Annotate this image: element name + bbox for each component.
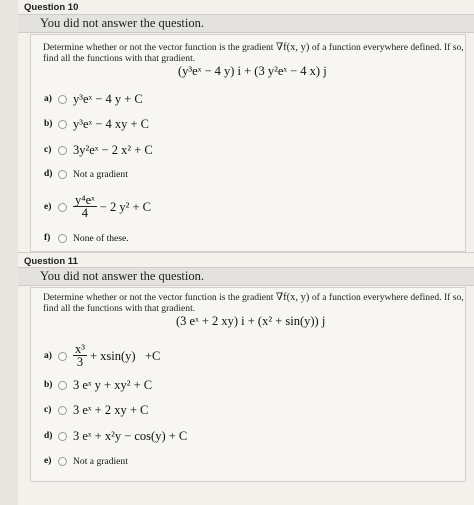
radio-button[interactable] <box>58 120 67 129</box>
question-11-header: Question 11 <box>24 256 78 267</box>
q11-option-a[interactable] <box>44 340 160 372</box>
prompt-start: Determine whether or not the vector function is the gradient <box>43 292 274 303</box>
option-letter: d) <box>44 431 53 441</box>
radio-button[interactable] <box>58 234 67 243</box>
radio-button[interactable] <box>58 381 67 390</box>
question-11-vector: (3 eˣ + 2 xy) i + (x² + sin(y)) j <box>176 314 326 328</box>
option-letter: e) <box>44 456 52 466</box>
option-text: − 2 y² + C <box>99 199 151 214</box>
prompt-start: Determine whether or not the vector function is the gradient <box>43 42 274 53</box>
option-letter: a) <box>44 94 52 104</box>
option-text: 3 eˣ + 2 xy + C <box>73 402 149 417</box>
option-letter: c) <box>44 145 52 155</box>
option-letter: b) <box>44 119 53 129</box>
option-text: y³eˣ − 4 xy + C <box>73 116 149 131</box>
option-text: 3 eˣ y + xy² + C <box>73 377 153 392</box>
q10-option-d[interactable] <box>44 165 128 183</box>
prompt-end: of a function everywhere defined. If so, find all the functions with that gradient. <box>43 42 464 64</box>
option-text: y³eˣ − 4 y + C <box>73 91 143 106</box>
fraction <box>73 194 97 220</box>
question-11-prompt <box>43 292 469 314</box>
option-letter: d) <box>44 169 53 179</box>
option-letter: e) <box>44 202 52 212</box>
q11-option-d[interactable] <box>44 427 187 445</box>
radio-button[interactable] <box>58 170 67 179</box>
question-10-header: Question 10 <box>24 2 79 13</box>
option-text: 3y²eˣ − 2 x² + C <box>73 142 153 157</box>
option-text: 3 eˣ + x²y − cos(y) + C <box>73 428 188 443</box>
q11-option-b[interactable] <box>44 376 152 394</box>
question-10-status: You did not answer the question. <box>18 14 474 33</box>
gradient-symbol: ∇f(x, y) <box>275 292 310 303</box>
option-letter: c) <box>44 405 52 415</box>
q11-option-e[interactable] <box>44 452 128 470</box>
radio-button[interactable] <box>58 146 67 155</box>
q10-option-c[interactable] <box>44 141 153 159</box>
question-10-prompt <box>43 42 469 64</box>
question-10-vector: (y³eˣ − 4 y) i + (3 y²eˣ − 4 x) j <box>178 64 327 78</box>
gradient-symbol: ∇f(x, y) <box>275 42 310 53</box>
option-letter: b) <box>44 380 53 390</box>
option-text: + xsin(y) +C <box>90 348 161 363</box>
radio-button[interactable] <box>58 203 67 212</box>
radio-button[interactable] <box>58 406 67 415</box>
option-text: Not a gradient <box>73 455 128 467</box>
question-11-status: You did not answer the question. <box>18 267 474 286</box>
prompt-end: of a function everywhere defined. If so, find all the functions with that gradient. <box>43 292 464 314</box>
q10-option-e[interactable] <box>44 192 151 222</box>
radio-button[interactable] <box>58 352 67 361</box>
fraction <box>73 343 87 369</box>
question-divider <box>18 252 474 253</box>
fraction-denominator: 4 <box>81 206 89 220</box>
fraction-numerator: x³ <box>75 342 85 356</box>
radio-button[interactable] <box>58 432 67 441</box>
q10-option-a[interactable] <box>44 90 143 108</box>
option-text: None of these. <box>73 232 129 244</box>
radio-button[interactable] <box>58 95 67 104</box>
q10-option-f[interactable] <box>44 229 129 247</box>
fraction-numerator: y⁴eˣ <box>75 193 95 207</box>
option-text: Not a gradient <box>73 168 128 180</box>
radio-button[interactable] <box>58 457 67 466</box>
q10-option-b[interactable] <box>44 115 149 133</box>
q11-option-c[interactable] <box>44 401 148 419</box>
option-letter: f) <box>44 233 51 243</box>
option-letter: a) <box>44 351 52 361</box>
fraction-denominator: 3 <box>76 355 84 369</box>
